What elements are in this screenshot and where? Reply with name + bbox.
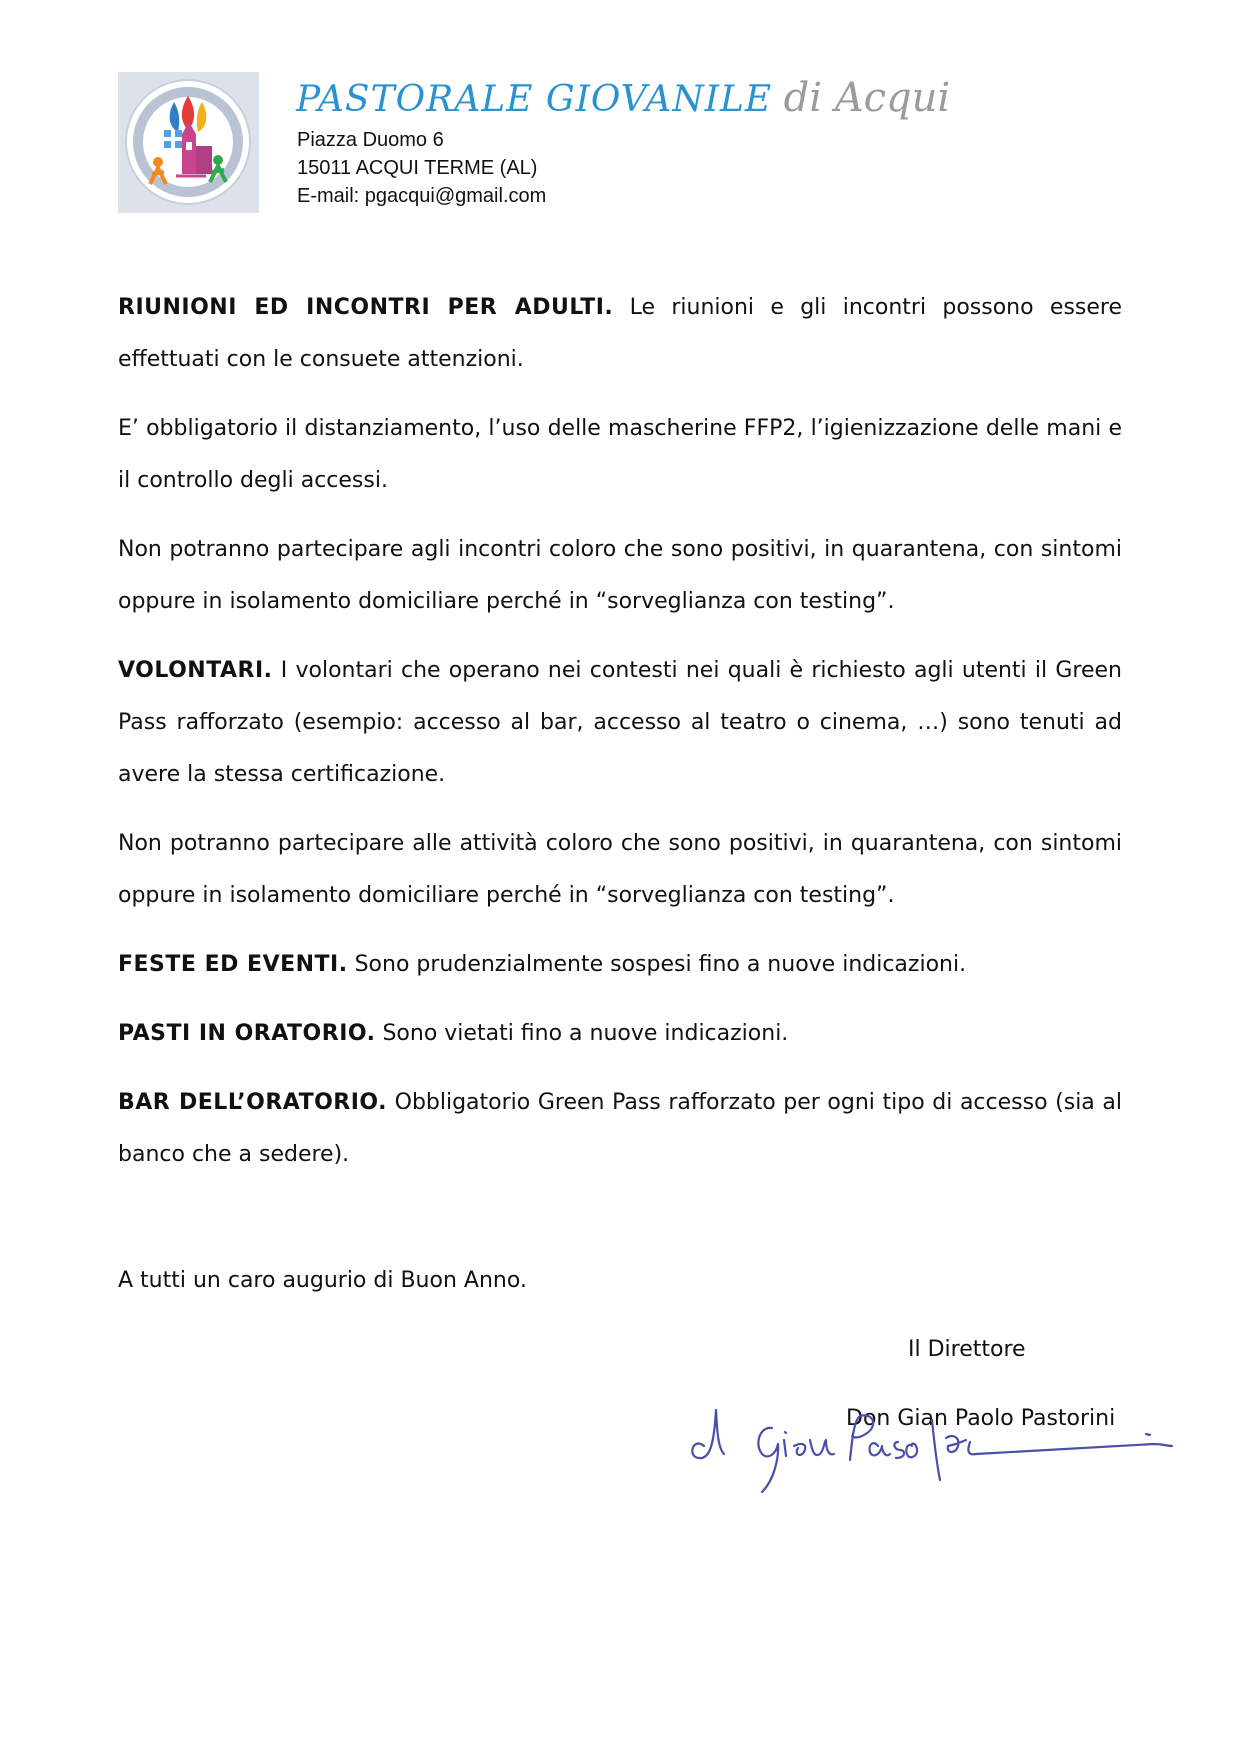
- text-volunteers: I volontari che operano nei contesti nei quali è richiesto agli utenti il Green Pass rafforzato (esempio: accesso al bar, accesso al teatro o cinema, …) sono tenuti ad avere la stessa certificazione.: [118, 658, 1122, 787]
- paragraph-exclusions-activities: [118, 818, 1122, 922]
- text-events: Sono prudenzialmente sospesi fino a nuove indicazioni.: [354, 952, 967, 977]
- heading-adult-meetings: RIUNIONI ED INCONTRI PER ADULTI.: [118, 295, 614, 320]
- address-email: E-mail: pgacqui@gmail.com: [297, 185, 547, 207]
- organization-title: [296, 74, 950, 124]
- address-block: [297, 126, 546, 210]
- signer-name: Don Gian Paolo Pastorini: [846, 1406, 1116, 1431]
- heading-volunteers: VOLONTARI.: [118, 658, 273, 683]
- paragraph-volunteers: [118, 645, 1122, 801]
- text-adult-meetings: Le riunioni e gli incontri possono essere effettuati con le consuete attenzioni.: [118, 295, 1122, 372]
- paragraph-adult-meetings: [118, 282, 1122, 386]
- handwritten-signature: [684, 1380, 1184, 1510]
- signer-role: Il Direttore: [908, 1337, 1026, 1362]
- address-city: 15011 ACQUI TERME (AL): [297, 157, 538, 179]
- organization-suffix: di Acqui: [783, 75, 951, 121]
- paragraph-events: [118, 939, 1122, 991]
- organization-name: PASTORALE GIOVANILE: [296, 79, 773, 120]
- letter-body: [118, 282, 1122, 1198]
- address-street: Piazza Duomo 6: [297, 129, 444, 151]
- heading-bar: BAR DELL’ORATORIO.: [118, 1090, 388, 1115]
- text-meals: Sono vietati fino a nuove indicazioni.: [382, 1021, 789, 1046]
- closing-greeting: A tutti un caro augurio di Buon Anno.: [118, 1268, 527, 1293]
- diocese-logo-icon: [118, 72, 259, 213]
- paragraph-exclusions-meetings: [118, 524, 1122, 628]
- text-bar: Obbligatorio Green Pass rafforzato per ogni tipo di accesso (sia al banco che a sedere).: [118, 1090, 1122, 1167]
- paragraph-meals: [118, 1008, 1122, 1060]
- text-exclusions-activities: Non potranno partecipare alle attività coloro che sono positivi, in quarantena, con sintomi oppure in isolamento domiciliare perché in “sorveglianza con testing”.: [118, 831, 1122, 908]
- heading-events: FESTE ED EVENTI.: [118, 952, 348, 977]
- paragraph-bar: [118, 1077, 1122, 1181]
- text-exclusions-meetings: Non potranno partecipare agli incontri coloro che sono positivi, in quarantena, con sintomi oppure in isolamento domiciliare perché in “sorveglianza con testing”.: [118, 537, 1122, 614]
- text-obligations: E’ obbligatorio il distanziamento, l’uso delle mascherine FFP2, l’igienizzazione delle mani e il controllo degli accessi.: [118, 416, 1122, 493]
- paragraph-obligations: [118, 403, 1122, 507]
- heading-meals: PASTI IN ORATORIO.: [118, 1021, 376, 1046]
- letterhead: [118, 72, 1018, 217]
